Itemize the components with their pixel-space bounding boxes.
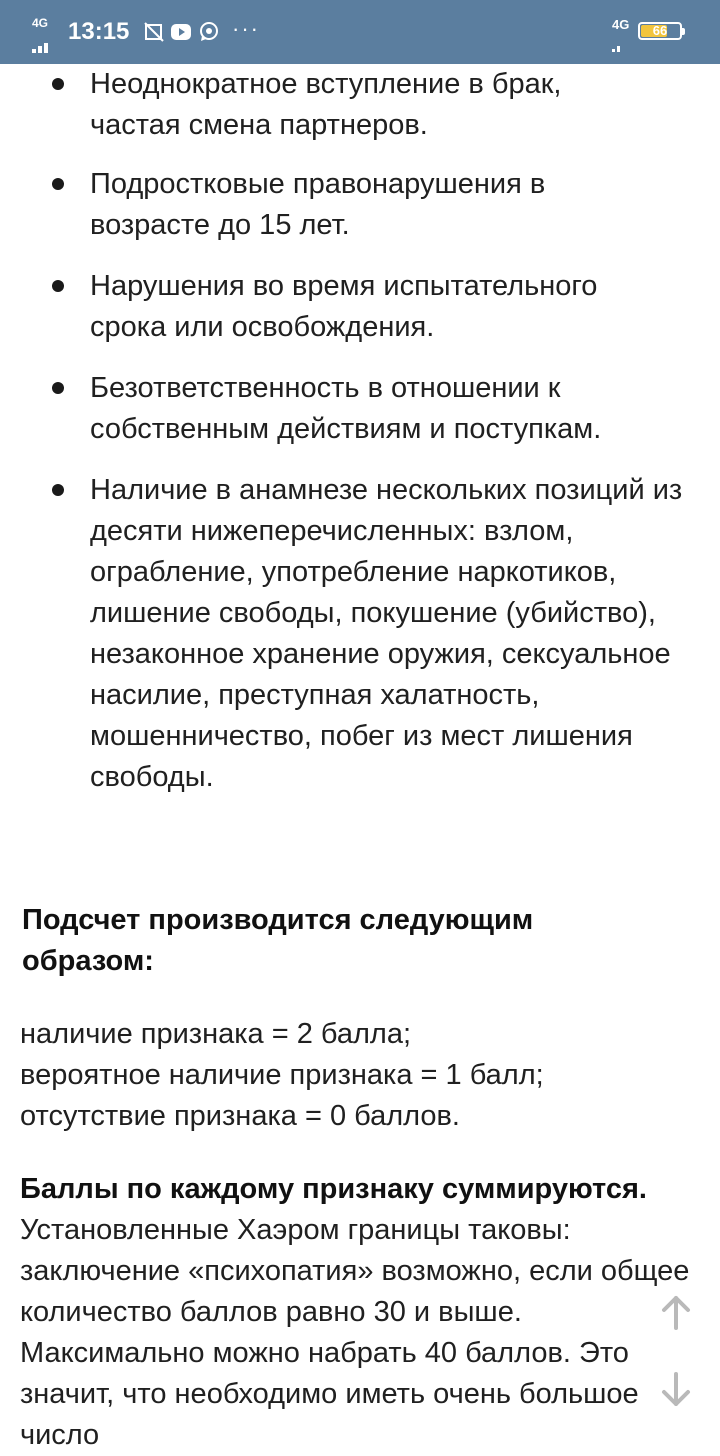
scoring-rules bbox=[20, 1014, 700, 1137]
status-bar bbox=[0, 0, 720, 64]
list-item bbox=[90, 164, 590, 246]
scroll-down-button[interactable] bbox=[656, 1368, 696, 1412]
scoring-line: отсутствие признака = 0 баллов. bbox=[20, 1100, 460, 1132]
list-item-text: Нарушения во время испытательного срока или освобождения. bbox=[90, 270, 598, 343]
network-type-left: 4G bbox=[32, 16, 49, 30]
list-item bbox=[90, 368, 710, 450]
scroll-up-button[interactable] bbox=[656, 1290, 696, 1334]
list-item bbox=[90, 470, 705, 798]
list-item bbox=[90, 64, 650, 146]
whatsapp-icon bbox=[198, 21, 220, 43]
battery-level: 66 bbox=[652, 23, 668, 38]
youtube-icon bbox=[170, 21, 192, 43]
more-notifications-icon: ··· bbox=[232, 16, 260, 41]
summary-bold-text: Баллы по каждому признаку суммируются. bbox=[20, 1173, 647, 1205]
screenshot-off-icon bbox=[143, 21, 165, 43]
arrow-down-icon bbox=[660, 1372, 692, 1408]
clock: 13:15 bbox=[68, 18, 130, 45]
bullet-icon bbox=[52, 382, 64, 394]
bullet-icon bbox=[52, 484, 64, 496]
scoring-line: вероятное наличие признака = 1 балл; bbox=[20, 1059, 544, 1091]
list-item-text: Безответственность в отношении к собственным действиям и поступкам. bbox=[90, 372, 602, 445]
scoring-line: наличие признака = 2 балла; bbox=[20, 1018, 412, 1050]
list-item-text: Неоднократное вступление в брак, частая смена партнеров. bbox=[90, 68, 562, 141]
section-heading: Подсчет производится следующим образом: bbox=[22, 904, 534, 977]
summary-paragraph bbox=[20, 1169, 690, 1456]
bullet-icon bbox=[52, 280, 64, 292]
signal-icon bbox=[32, 17, 62, 45]
bullet-icon bbox=[52, 78, 64, 90]
mobile-signal-icon bbox=[612, 34, 622, 52]
summary-text: Установленные Хаэром границы таковы: заключение «психопатия» возможно, если общее количество баллов равно 30 и выше. Максимально можно набрать 40 баллов. Это значит, что необходимо иметь очень большое число bbox=[20, 1214, 690, 1451]
arrow-up-icon bbox=[660, 1294, 692, 1330]
list-item-text: Наличие в анамнезе нескольких позиций из десяти нижеперечисленных: взлом, ограбление, употребление наркотиков, лишение свободы, покушение (убийство), незаконное хранение оружия, сексуальное насилие, преступная халатность, мошенничество, побег из мест лишения свободы. bbox=[90, 474, 683, 793]
list-item bbox=[90, 266, 680, 348]
battery-icon bbox=[638, 22, 682, 40]
list-item-text: Подростковые правонарушения в возрасте до 15 лет. bbox=[90, 168, 546, 241]
bullet-icon bbox=[52, 178, 64, 190]
network-type-right: 4G bbox=[612, 17, 630, 32]
